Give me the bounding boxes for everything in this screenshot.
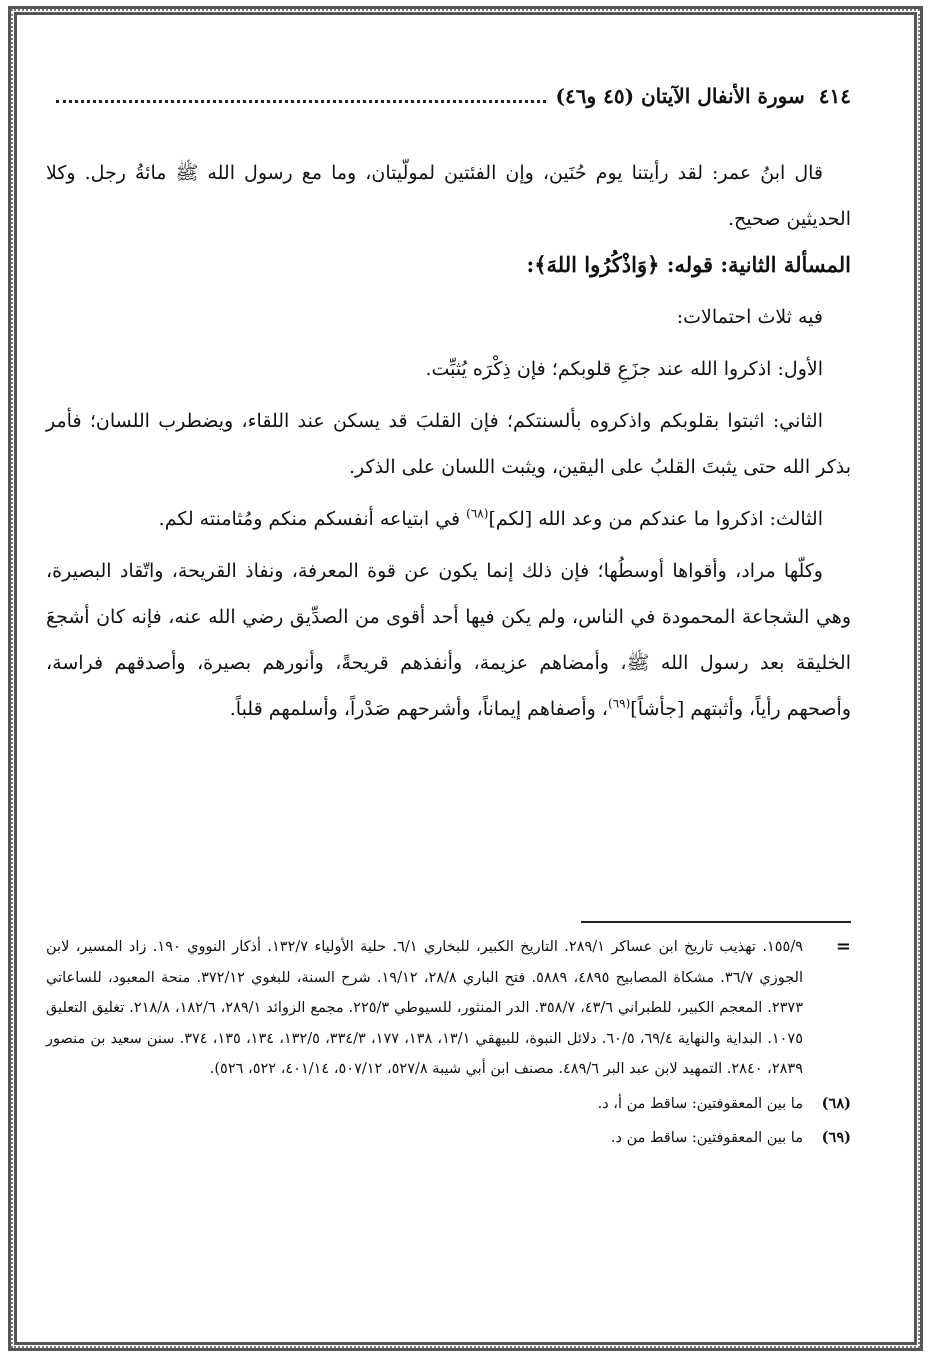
paragraph-three-possibilities: فيه ثلاث احتمالات: [676,306,823,328]
footnote-continuation-text: ١٥٥/٩. تهذيب تاريخ ابن عساكر ٢٨٩/١. التاريخ الكبير، للبخاري ٦/١. حلية الأولياء ١٣٢/٧. أذكار النووي ١٩٠. زاد المسير، لابن الجوزي ٣٦/٧. مشكاة المصابيح ٤٨٩٥، ٥٨٨٩. فتح الباري ٢٨/٨، ١٩/١٢. شرح السنة، للبغوي ٣٧٢/١٢. منحة المعبود، للساعاتي ٢٣٧٣. المعجم الكبير، للطبراني ٤٣/٦، ٣٥٨/٧. الدر المنثور، للسيوطي ٢٢٥/٣. مجمع الزوائد ٢٨٩/١، ١٨٢/٦، ٢١٨/٨. تغليق التعليق ١٠٧٥. البداية والنهاية ٦٩/٤، ٦٠/٥. دلائل النبوة، للبيهقي ١٣/١، ١٣٨، ١٧٧، ٣٣٤/٣، ١٣٢/٥، ١٣٤، ١٣٥، ٣٧٤. سنن سعيد بن منصور ٢٨٣٩، ٢٨٤٠. التمهيد لابن عبد البر ٤٨٩/٦. مصنف ابن أبي شيبة ٥٢٧/٨، ٥٠٧/١٢، ٤٠١/١٤، ٥٢٢، ٥٢٦). [46,939,804,1077]
paragraph-second: الثاني: اثبتوا بقلوبكم واذكروه بألسنتكم؛ فإن القلبَ قد يسكن عند اللقاء، ويضطرب اللسان؛ فأمر بذكر الله حتى يثبتَ القلبُ على اليقين، ويثبت اللسان على الذكر. [46,410,851,478]
book-page [46,0,851,1366]
footnote-ref-68: (٦٨) [466,506,489,521]
paragraph-ibn-umar: قال ابنُ عمر: لقد رأيتنا يوم حُنَين، وإن الفئتين لمولّيتان، وما مع رسول الله ﷺ مائةُ رجل. وكلا الحديثين صحيح. [46,162,851,230]
paragraph-conclusion-text-end: ، وأصفاهم إيماناً، وأشرحهم صَدْراً، وأسلمهم قلباً. [229,698,609,720]
footnote-68 [46,1089,851,1120]
running-header [46,78,851,114]
paragraph-conclusion-text: وكلّها مراد، وأقواها أوسطُها؛ فإن ذلك إنما يكون عن قوة المعرفة، ونفاذ القريحة، واتّقاد البصيرة، وهي الشجاعة المحمودة في الناس، ولم يكن فيها أحد أقوى من الصدِّيق رضي الله عنه، فإنه كان أشجعَ الخليقة بعد رسول الله ﷺ، وأمضاهم عزيمة، وأنفذهم قريحةً، وأنورهم بصيرة، وأصدقهم فراسة، وأصحهم رأياً، وأثبتهم [جأشاً] [46,560,851,720]
footnote-number: (٦٨) [821,1094,851,1112]
main-text [46,150,851,732]
footnote-text: ما بين المعقوفتين: ساقط من د. [610,1130,803,1146]
continuation-mark: = [835,936,851,957]
paragraph-third-text-end: في ابتياعه أنفسكم منكم ومُثامنته لكم. [158,508,467,530]
running-title: سورة الأنفال الآيتان (٤٥ و٤٦) [555,84,805,108]
footnote-69 [46,1123,851,1154]
footnote-number: (٦٩) [821,1129,851,1146]
paragraph-third-text: الثالث: اذكروا ما عندكم من وعد الله [لكم] [488,508,823,530]
paragraph-conclusion [46,548,851,732]
section-heading: المسألة الثانية: قوله: ﴿وَاذْكُرُوا اللهَ﴾: [526,252,851,277]
footnote-continuation [46,932,851,1085]
footnotes [46,932,851,1154]
paragraph-third [46,496,851,542]
footnote-separator [581,921,851,923]
footnote-ref-69: (٦٩) [608,696,631,711]
header-dotted-leader [56,90,546,103]
paragraph-first: الأول: اذكروا الله عند جزَعِ قلوبكم؛ فإن ذِكْرَه يُثبِّت. [425,358,823,380]
footnote-text: ما بين المعقوفتين: ساقط من أ، د. [597,1095,803,1112]
page-number: ٤١٤ [818,84,851,108]
